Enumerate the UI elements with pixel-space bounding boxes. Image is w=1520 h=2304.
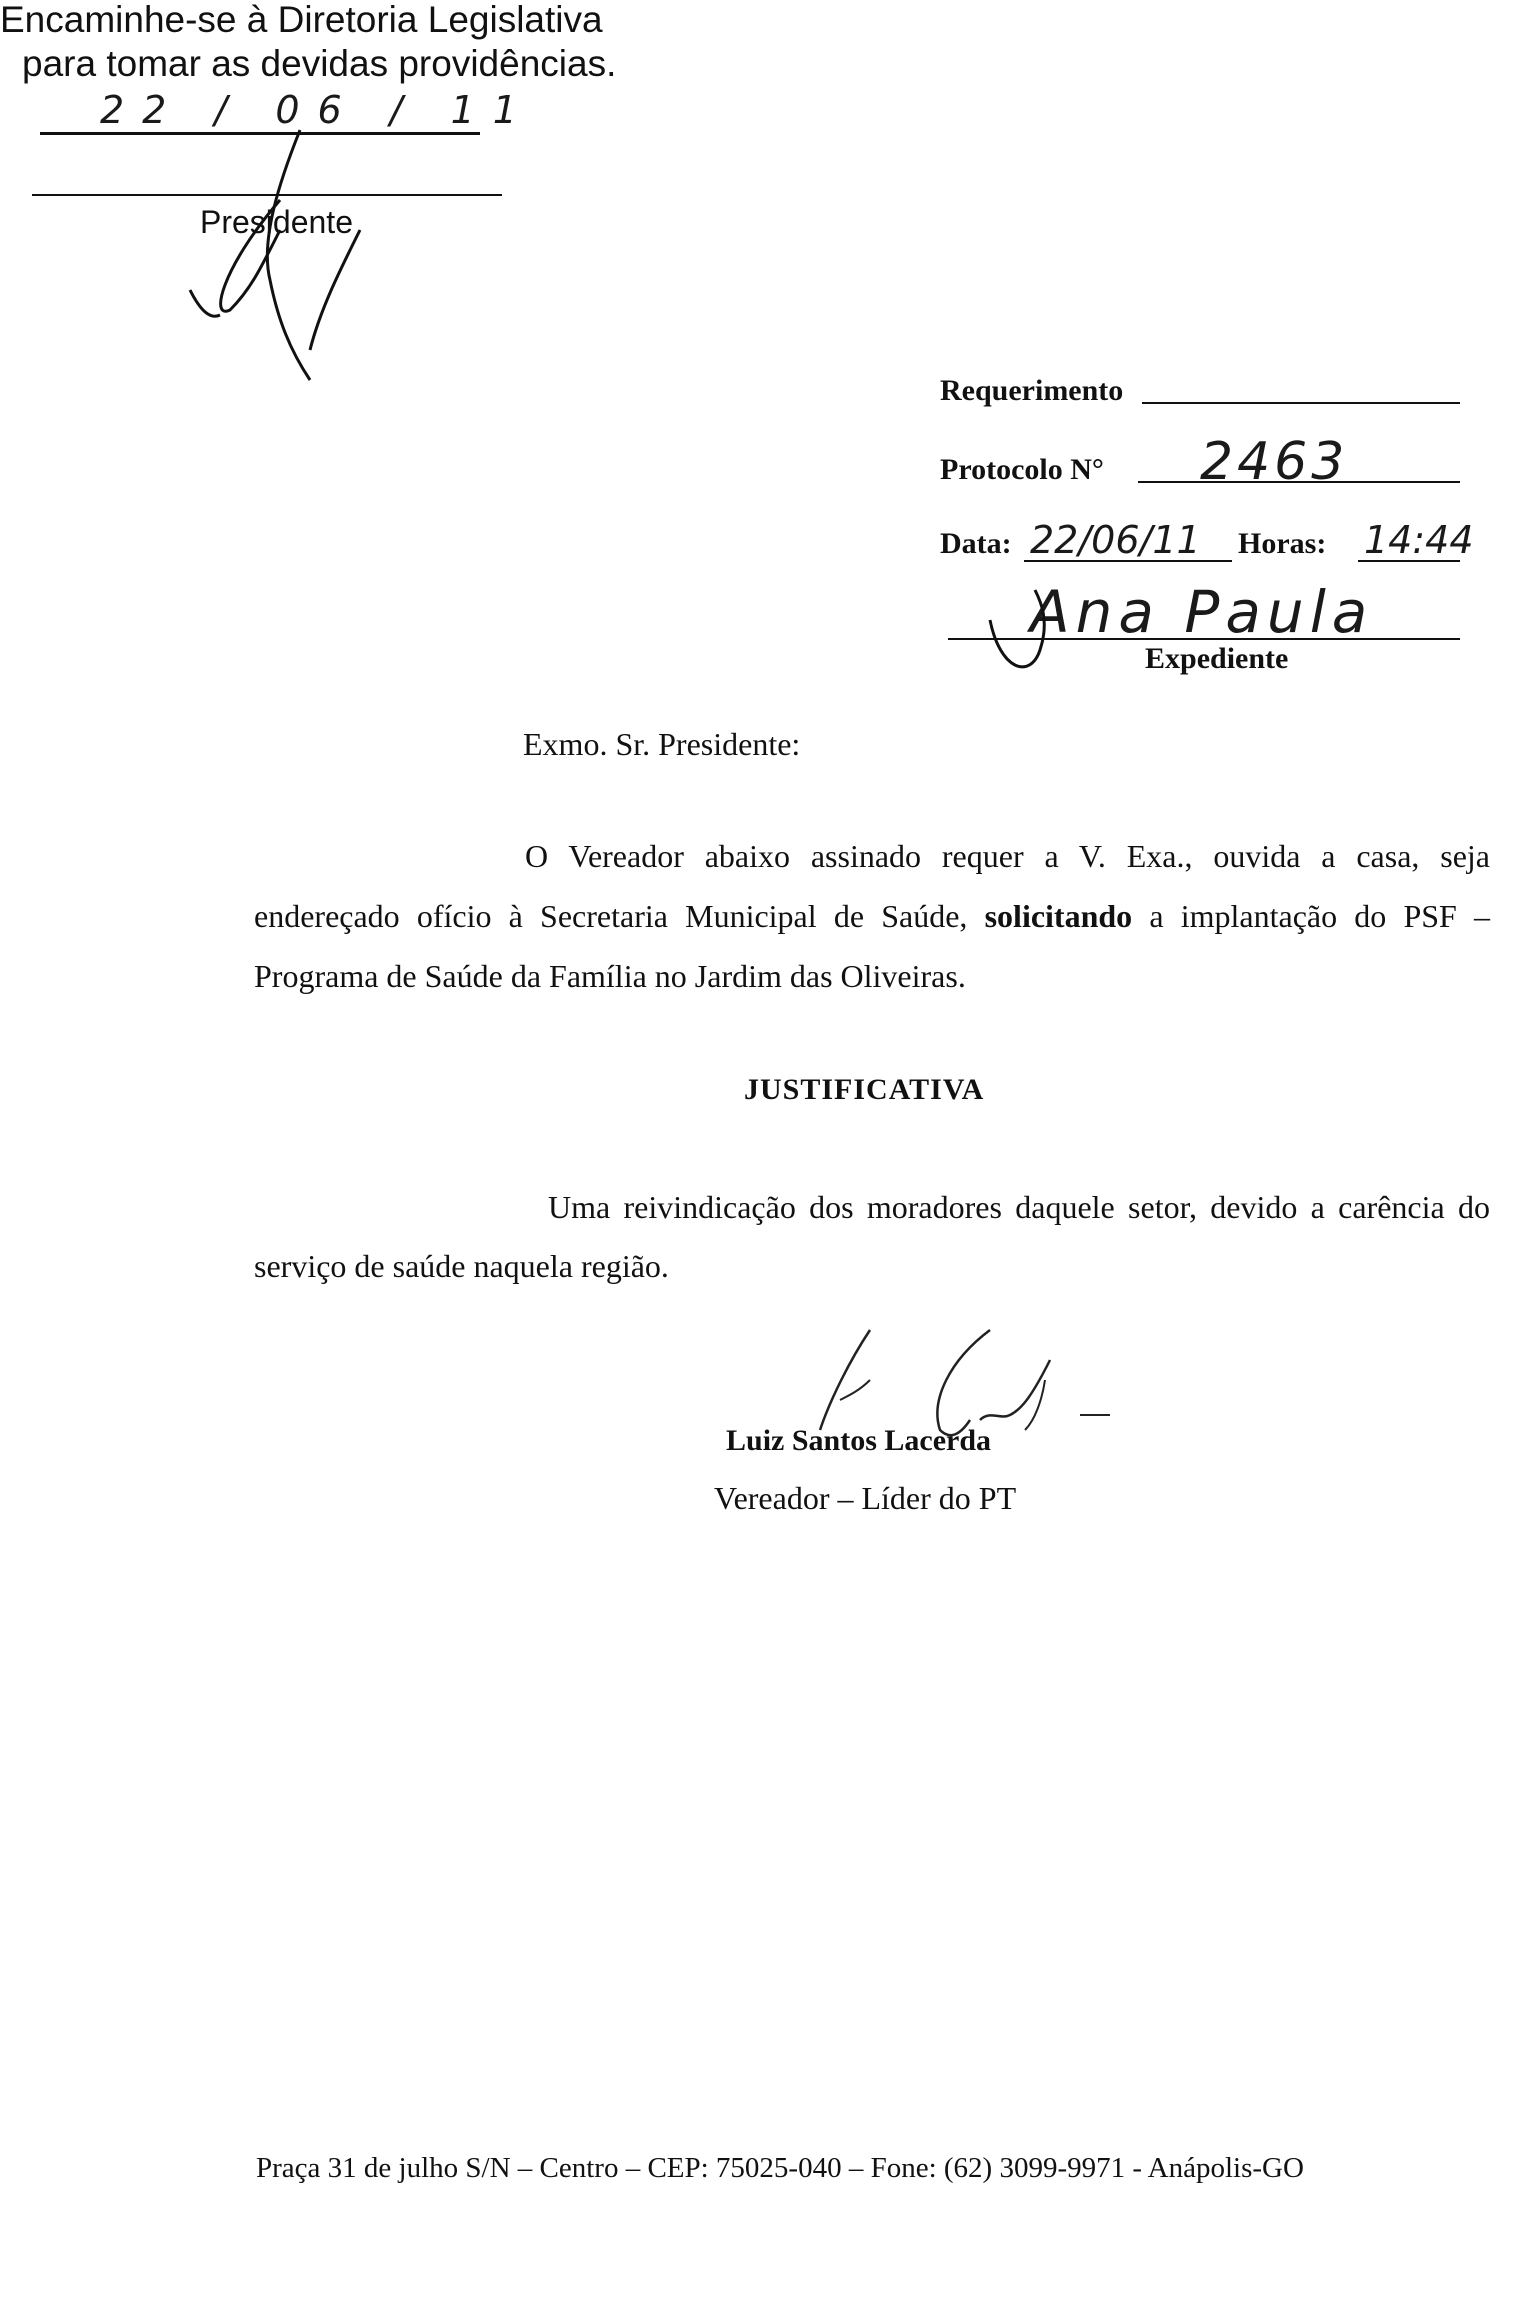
president-signature-icon [160,120,390,390]
expediente-signature: Ana Paula [1030,578,1374,646]
expediente-line [948,636,1460,640]
justification-title: JUSTIFICATIVA [744,1073,985,1106]
protocolo-value: 2463 [1200,432,1349,492]
salutation: Exmo. Sr. Presidente: [523,726,801,762]
justification-line-1 [548,1187,1490,1227]
requerimento-line [1142,400,1460,404]
horas-line [1358,558,1460,562]
paragraph-1-line-2-text-a: endereçado ofício à Secretaria Municipal de Saúde, [254,898,985,934]
stamp-handwritten-date: 22 / 06 / 11 [100,88,535,132]
footer-address: Praça 31 de julho S/N – Centro – CEP: 75025-040 – Fone: (62) 3099-9971 - Anápolis-GO [256,2152,1304,2184]
signer-name: Luiz Santos Lacerda [726,1424,992,1457]
protocolo-label: Protocolo N° [940,453,1104,486]
paragraph-1-line-1-text: O Vereador abaixo assinado requer a V. Exa., ouvida a casa, seja [525,838,1490,874]
signer-role: Vereador – Líder do PT [714,1480,1017,1516]
paragraph-1-line-3: Programa de Saúde da Família no Jardim das Oliveiras. [254,958,966,994]
expediente-signature-icon [980,580,1080,690]
data-label: Data: [940,527,1012,560]
justification-line-1-text: Uma reivindicação dos moradores daquele setor, devido a carência do [548,1189,1490,1225]
stamp-text-line-2: para tomar as devidas providências. [22,43,617,84]
data-value: 22/06/11 [1030,518,1201,562]
paragraph-1-line-1 [525,836,1490,876]
paragraph-1-line-2 [254,896,1490,936]
stamp-text-line-1: Encaminhe-se à Diretoria Legislativa [0,0,603,40]
paragraph-1-line-2-text-b: a implantação do PSF – [1132,898,1491,934]
stamp-president-label: Presidente [200,204,353,240]
horas-value: 14:44 [1364,518,1474,562]
expediente-label: Expediente [1145,642,1289,675]
requerimento-label: Requerimento [940,374,1124,407]
paragraph-1-bold-word: solicitando [984,898,1133,934]
data-line [1024,558,1232,562]
justification-line-2: serviço de saúde naquela região. [254,1248,669,1284]
horas-label: Horas: [1238,527,1327,560]
